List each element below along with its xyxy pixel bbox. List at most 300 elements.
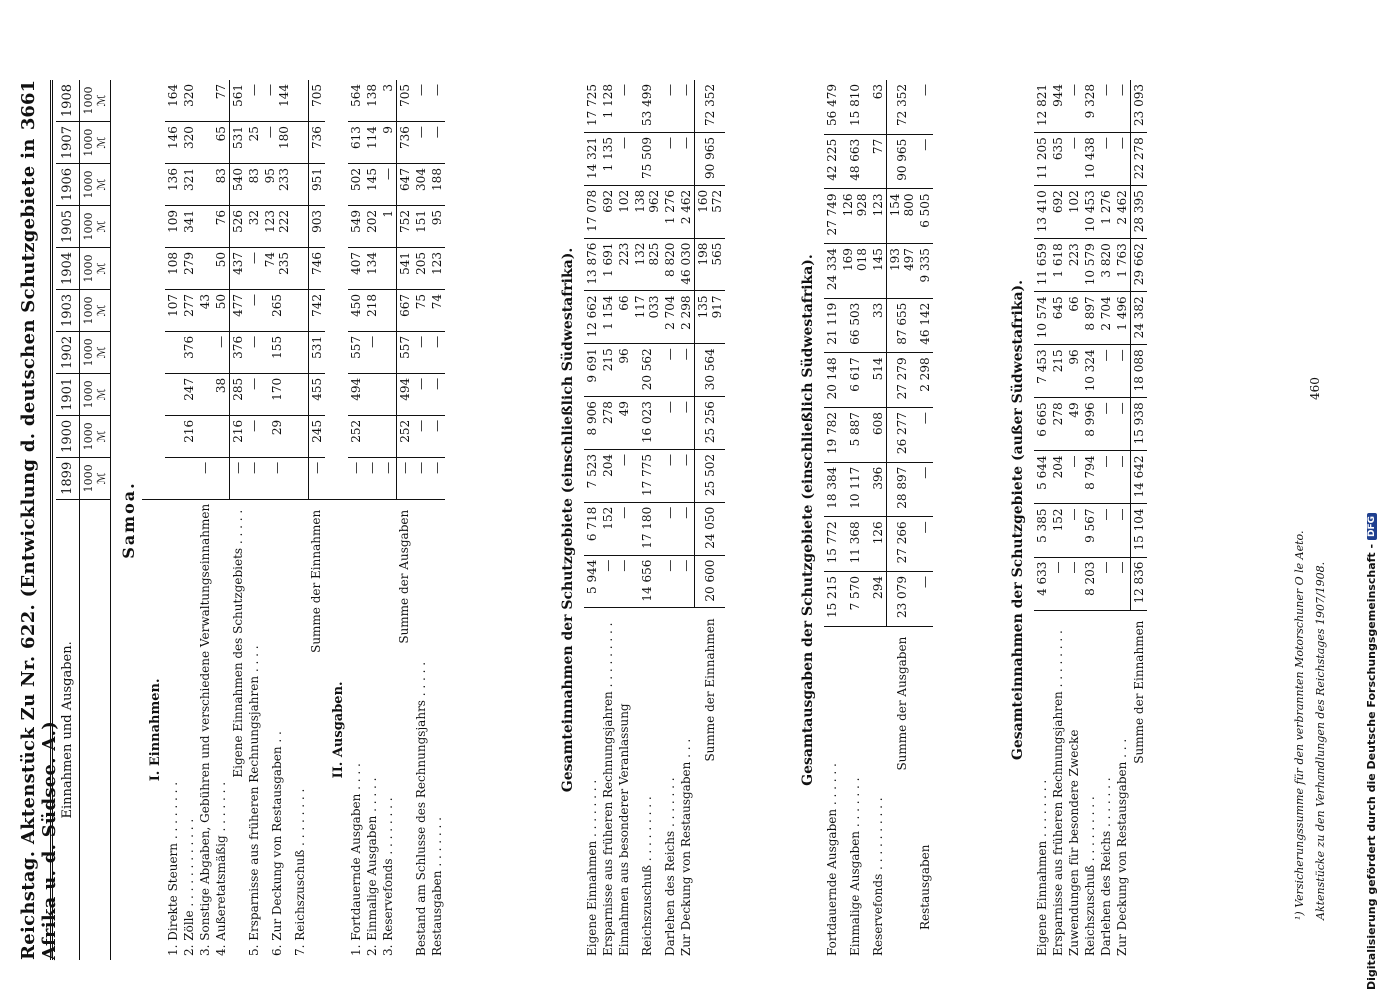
table-cell: 320: [181, 80, 197, 122]
table-cell: 10 579: [1082, 239, 1098, 292]
row-label: Darlehen des Reichs . . . . . . .: [663, 777, 677, 956]
table-cell: 22 278: [1131, 133, 1148, 186]
section-head-row: [142, 80, 165, 960]
table-cell: 74: [429, 289, 445, 331]
table-cell: 20 600: [695, 555, 726, 608]
digitization-credit: [1365, 513, 1378, 990]
table-row: [262, 80, 292, 960]
table-cell: 28 395: [1131, 186, 1148, 239]
table-cell: [181, 457, 197, 499]
table-cell: 20 148: [824, 353, 840, 408]
table-row: [308, 80, 325, 960]
table-cell: —: [678, 132, 695, 185]
row-label: Zur Deckung von Restausgaben . . .: [679, 738, 694, 956]
row-label: Bestand am Schlusse des Rechnungsjahrs . . . . .: [413, 661, 428, 956]
table-cell: 107: [165, 289, 181, 331]
table-cell: 30 564: [695, 344, 726, 397]
table-cell: 2 704: [662, 291, 678, 344]
table-cell: — 144: [262, 80, 292, 122]
table-cell: 123: [429, 247, 445, 289]
row-label: Eigene Einnahmen . . . . . . . .: [1035, 779, 1049, 956]
table-cell: —: [1066, 133, 1082, 186]
table-cell: 252: [396, 415, 413, 457]
table-cell: 1 496: [1114, 292, 1131, 345]
table-cell: —: [616, 80, 632, 132]
samoa-table: [56, 80, 445, 960]
footnotes: [1290, 531, 1332, 920]
table-cell: 216: [181, 415, 197, 457]
row-label: 1. Fortdauernde Ausgaben . . . .: [348, 763, 363, 956]
table-cell: 123 222: [262, 206, 292, 248]
table-row: [197, 80, 213, 960]
table-cell: —: [246, 457, 262, 499]
table-row: [364, 80, 380, 960]
table-cell: 11 368: [840, 517, 870, 572]
table-cell: 294: [870, 572, 887, 627]
gesamteinnahmen-ohne-title: Gesamteinnahmen der Schutzgebiete (außer Südwestafrika).: [1010, 279, 1026, 761]
table-row: [230, 80, 247, 960]
table-cell: 204: [1050, 451, 1066, 504]
table-cell: 278: [1050, 398, 1066, 451]
table-cell: 138 962: [632, 185, 662, 238]
table-cell: 74 235: [262, 247, 292, 289]
label-column-head: Einnahmen und Ausgaben.: [56, 499, 80, 960]
dfg-logo-icon: DFG: [1367, 513, 1377, 540]
footnote-source: Aktenstücke zu den Verhandlungen des Reichstages 1907/1908.: [1313, 561, 1327, 920]
row-label: Zuwendungen für besondere Zwecke: [1067, 729, 1081, 956]
table-cell: [292, 247, 308, 289]
table-cell: [197, 415, 213, 457]
table-cell: —: [246, 289, 262, 331]
table-cell: 407: [348, 247, 364, 289]
table-cell: 15 104: [1131, 504, 1148, 557]
table-cell: 635: [1050, 133, 1066, 186]
unit-cell: 1000 ℳ: [80, 122, 111, 164]
table-cell: —: [616, 555, 632, 608]
table-cell: —: [429, 122, 445, 164]
table-cell: 564: [348, 80, 364, 122]
table-row: [840, 80, 870, 960]
table-cell: 8 820: [662, 238, 678, 291]
table-cell: 9 691: [584, 344, 600, 397]
unit-cell: 1000 ℳ: [80, 80, 111, 122]
table-cell: 27 266: [887, 517, 918, 572]
table-row: [396, 80, 413, 960]
table-cell: 613: [348, 122, 364, 164]
page-number: 460: [1308, 377, 1322, 400]
table-cell: 15 938: [1131, 398, 1148, 451]
header-rule: [50, 80, 53, 960]
table-cell: 277: [181, 289, 197, 331]
table-cell: 17 725: [584, 80, 600, 132]
gesamtausgaben-title: Gesamtausgaben der Schutzgebiete (einschließlich Südwestafrika).: [800, 254, 816, 786]
table-cell: 10 453: [1082, 186, 1098, 239]
samoa-body: [111, 80, 445, 960]
table-cell: —: [662, 449, 678, 502]
table-cell: —: [246, 373, 262, 415]
table-cell: 8 897: [1082, 292, 1098, 345]
table-cell: 154 800: [887, 189, 918, 244]
table-cell: 692: [1050, 186, 1066, 239]
row-label: 2. Zölle . . . . . . . . . . . .: [182, 818, 196, 956]
table-cell: —: [429, 80, 445, 122]
table-row: [1050, 80, 1066, 960]
table-cell: —: [246, 80, 262, 122]
table-cell: 8 996: [1082, 398, 1098, 451]
table-cell: —: [600, 555, 616, 608]
table-cell: 10 324: [1082, 345, 1098, 398]
table-cell: 114: [364, 122, 380, 164]
table-cell: —: [364, 457, 380, 499]
table-cell: 6 665: [1034, 398, 1050, 451]
table-cell: —: [1066, 557, 1082, 610]
table-cell: 645: [1050, 292, 1066, 345]
row-label: 1. Direkte Steuern . . . . . . . .: [166, 781, 180, 956]
table-cell: 49: [1066, 398, 1082, 451]
table-cell: 42 225: [824, 134, 840, 189]
table-cell: —: [429, 415, 445, 457]
table-cell: 14 642: [1131, 451, 1148, 504]
table-row: [246, 80, 262, 960]
table-cell: 102: [1066, 186, 1082, 239]
table-cell: [380, 331, 397, 373]
table-cell: 12 662: [584, 291, 600, 344]
table-cell: —: [678, 344, 695, 397]
table-cell: 944: [1050, 80, 1066, 133]
table-cell: —: [1114, 398, 1131, 451]
table-cell: 145: [364, 164, 380, 206]
table-cell: 1 691: [600, 238, 616, 291]
row-label: Summe der Ausgaben: [397, 509, 412, 644]
table-cell: —: [678, 449, 695, 502]
table-cell: 5 385: [1034, 504, 1050, 557]
table-cell: —: [1114, 557, 1131, 610]
table-cell: 10 117: [840, 462, 870, 517]
table-cell: 205: [413, 247, 429, 289]
table-cell: 514: [870, 353, 887, 408]
table-row: [887, 80, 918, 960]
table-cell: 146: [165, 122, 181, 164]
table-row: [181, 80, 197, 960]
table-cell: [165, 331, 181, 373]
row-label: 6. Zur Deckung von Restausgaben . .: [270, 731, 284, 956]
table-cell: —: [1114, 504, 1131, 557]
section-head-spacer: [325, 80, 348, 499]
table-row: [662, 80, 678, 960]
table-cell: 667: [396, 289, 413, 331]
table-cell: 6 718: [584, 502, 600, 555]
table-cell: 48 663: [840, 134, 870, 189]
unit-row: [80, 80, 111, 960]
table-cell: 18 088: [1131, 345, 1148, 398]
table-cell: 705: [308, 80, 325, 122]
table-cell: 437: [230, 247, 247, 289]
table-cell: —: [917, 408, 933, 463]
table-cell: 136: [165, 164, 181, 206]
footnote-1: ¹) Versicherungssumme für den verbrannten Motorschuner O le Aeto.: [1293, 530, 1306, 920]
table-cell: 223: [616, 238, 632, 291]
table-cell: 541: [396, 247, 413, 289]
table-cell: —: [1114, 133, 1131, 186]
page-header: [18, 80, 60, 960]
year-head: 1907: [56, 122, 80, 164]
table-cell: 66: [1066, 292, 1082, 345]
year-head: 1899: [56, 457, 80, 499]
table-cell: 20 562: [632, 344, 662, 397]
einnahmen-section-head: I. Einnahmen.: [148, 678, 163, 782]
table-cell: —: [1066, 504, 1082, 557]
table-cell: —: [1114, 80, 1131, 133]
table-cell: 752: [396, 206, 413, 248]
table-cell: 29: [262, 415, 292, 457]
table-row: [584, 80, 600, 960]
table-cell: 9 567: [1082, 504, 1098, 557]
table-cell: 7 523: [584, 449, 600, 502]
table-cell: 557: [396, 331, 413, 373]
table-cell: 9 335: [917, 244, 933, 299]
year-head: 1904: [56, 247, 80, 289]
table-row: [1131, 80, 1148, 960]
table-cell: 63: [870, 80, 887, 134]
table-cell: 531: [308, 331, 325, 373]
table-cell: —: [1098, 345, 1114, 398]
table-cell: 164: [165, 80, 181, 122]
table-cell: [364, 415, 380, 457]
unit-label-spacer: [80, 499, 111, 960]
table-cell: 540: [230, 164, 247, 206]
table-cell: 134: [364, 247, 380, 289]
table-cell: —: [662, 344, 678, 397]
table-row: [165, 80, 181, 960]
table-cell: —: [1114, 345, 1131, 398]
table-cell: —: [917, 134, 933, 189]
unit-cell: 1000 ℳ: [80, 206, 111, 248]
table-cell: 218: [364, 289, 380, 331]
year-head: 1906: [56, 164, 80, 206]
table-cell: 76: [213, 206, 230, 248]
table-cell: [364, 373, 380, 415]
table-cell: 736: [308, 122, 325, 164]
year-head: 1901: [56, 373, 80, 415]
table-cell: 145: [870, 244, 887, 299]
row-label: 2. Einmalige Ausgaben . . . . .: [364, 777, 379, 956]
table-cell: 24 334: [824, 244, 840, 299]
table-row: [1082, 80, 1098, 960]
table-cell: 17 775: [632, 449, 662, 502]
row-label: Einmalige Ausgaben . . . . . . .: [848, 777, 862, 956]
table-row: [917, 80, 933, 960]
table-cell: 14 321: [584, 132, 600, 185]
table-cell: 135 917: [695, 291, 726, 344]
digitization-text: Digitalisierung gefördert durch die Deutsche Forschungsgemeinschaft -: [1365, 543, 1378, 990]
table-cell: 193 497: [887, 244, 918, 299]
table-cell: —: [1098, 557, 1114, 610]
table-row: [1066, 80, 1082, 960]
table-cell: [380, 289, 397, 331]
table-cell: [165, 457, 181, 499]
table-row: [213, 80, 230, 960]
table-cell: [197, 373, 213, 415]
table-cell: [292, 164, 308, 206]
table-cell: 169 018: [840, 244, 870, 299]
header-title: Reichstag. Aktenstück Zu Nr. 622. (Entwicklung d. deutschen Schutzgebiete in Afrika u. d. Südsee. A.): [18, 138, 60, 960]
table-cell: —: [413, 457, 429, 499]
table-cell: —: [197, 457, 213, 499]
row-label: Summe der Ausgaben: [894, 636, 909, 771]
table-cell: —: [348, 457, 364, 499]
table-cell: 215: [1050, 345, 1066, 398]
table-cell: —: [396, 457, 413, 499]
table-cell: 95 233: [262, 164, 292, 206]
table-cell: 126 928: [840, 189, 870, 244]
row-label: 5. Ersparnisse aus früheren Rechnungsjahren . . . .: [247, 645, 261, 956]
table-cell: 477: [230, 289, 247, 331]
table-cell: 49: [616, 397, 632, 450]
table-cell: [380, 247, 397, 289]
table-cell: 17 180: [632, 502, 662, 555]
region-row: [111, 80, 143, 960]
row-label: Reservefonds . . . . . . . . . .: [871, 797, 886, 956]
table-cell: 26 277: [887, 408, 918, 463]
table-cell: [292, 331, 308, 373]
table-cell: 202: [364, 206, 380, 248]
table-cell: —: [380, 164, 397, 206]
table-cell: 87 655: [887, 298, 918, 353]
table-cell: 13 410: [1034, 186, 1050, 239]
table-cell: [380, 415, 397, 457]
gesamteinnahmen-ohne-table: [1034, 80, 1147, 960]
unit-cell: 1000 ℳ: [80, 164, 111, 206]
table-cell: —: [262, 457, 292, 499]
table-cell: — 180: [262, 122, 292, 164]
table-cell: 77: [870, 134, 887, 189]
table-cell: 247: [181, 373, 197, 415]
row-label: Summe der Einnahmen: [309, 509, 324, 653]
table-row: [824, 80, 840, 960]
table-cell: —: [246, 331, 262, 373]
table-cell: —: [1050, 557, 1066, 610]
table-cell: 278: [600, 397, 616, 450]
table-cell: 27 279: [887, 353, 918, 408]
table-cell: 396: [870, 462, 887, 517]
table-cell: 265: [262, 289, 292, 331]
table-cell: 65: [213, 122, 230, 164]
table-cell: 24 382: [1131, 292, 1148, 345]
table-cell: 17 078: [584, 185, 600, 238]
table-cell: 549: [348, 206, 364, 248]
table-cell: —: [662, 132, 678, 185]
table-cell: [292, 289, 308, 331]
table-row: [380, 80, 397, 960]
table-cell: —: [1098, 398, 1114, 451]
table-cell: 9 328: [1082, 80, 1098, 133]
table-cell: [165, 415, 181, 457]
row-label: Reichszuschuß . . . . . . . . .: [640, 796, 654, 956]
table-cell: 46 030: [678, 238, 695, 291]
table-cell: [292, 206, 308, 248]
table-cell: 96: [616, 344, 632, 397]
table-cell: 376: [230, 331, 247, 373]
table-cell: 53 499: [632, 80, 662, 132]
table-cell: 285: [230, 373, 247, 415]
section-head-row: [325, 80, 348, 960]
table-cell: 126: [870, 517, 887, 572]
table-cell: [165, 373, 181, 415]
table-cell: 1 763: [1114, 239, 1131, 292]
table-cell: —: [1098, 504, 1114, 557]
table-cell: 23 079: [887, 572, 918, 627]
table-cell: 16 023: [632, 397, 662, 450]
table-cell: 204: [600, 449, 616, 502]
table-cell: [292, 457, 308, 499]
table-cell: 27 749: [824, 189, 840, 244]
table-cell: 1 276: [662, 185, 678, 238]
table-cell: [292, 373, 308, 415]
table-cell: 5 944: [584, 555, 600, 608]
region-title: Samoa.: [119, 481, 138, 559]
gesamtausgaben-table: [824, 80, 933, 960]
table-cell: 252: [348, 415, 364, 457]
table-cell: 5 887: [840, 408, 870, 463]
table-cell: —: [662, 397, 678, 450]
table-cell: —: [230, 457, 247, 499]
table-cell: 72 352: [695, 80, 726, 132]
table-cell: 450: [348, 289, 364, 331]
table-cell: 6 617: [840, 353, 870, 408]
table-cell: 117 033: [632, 291, 662, 344]
table-cell: 32: [246, 206, 262, 248]
table-cell: —: [917, 462, 933, 517]
table-cell: [380, 373, 397, 415]
table-cell: [197, 247, 213, 289]
table-cell: —: [1114, 451, 1131, 504]
table-cell: —: [662, 80, 678, 132]
table-cell: 25: [246, 122, 262, 164]
table-cell: 692: [600, 185, 616, 238]
table-cell: —: [917, 517, 933, 572]
table-cell: —: [917, 80, 933, 134]
table-cell: [197, 206, 213, 248]
year-head: 1902: [56, 331, 80, 373]
row-label: 3. Sonstige Abgaben, Gebühren und verschiedene Verwaltungseinnahmen: [198, 503, 212, 956]
table-cell: 647: [396, 164, 413, 206]
table-cell: 1 276: [1098, 186, 1114, 239]
year-header-row: [56, 80, 80, 960]
row-label: Eigene Einnahmen . . . . . . . .: [585, 779, 599, 956]
table-row: [1098, 80, 1114, 960]
table-cell: 341: [181, 206, 197, 248]
row-label: Restausgaben: [918, 844, 932, 930]
table-cell: [292, 122, 308, 164]
row-label: Eigene Einnahmen des Schutzgebiets . . . . .: [230, 509, 245, 778]
table-cell: 9: [380, 122, 397, 164]
table-cell: 1 618: [1050, 239, 1066, 292]
table-cell: [213, 457, 230, 499]
table-cell: 4 633: [1034, 557, 1050, 610]
table-cell: 109: [165, 206, 181, 248]
year-head: 1903: [56, 289, 80, 331]
table-cell: —: [246, 247, 262, 289]
table-cell: 223: [1066, 239, 1082, 292]
table-cell: 1 154: [600, 291, 616, 344]
table-cell: 46 142: [917, 298, 933, 353]
table-cell: 170: [262, 373, 292, 415]
section-head-spacer: [142, 80, 165, 499]
table-cell: —: [1098, 451, 1114, 504]
table-cell: 245: [308, 415, 325, 457]
table-cell: 19 782: [824, 408, 840, 463]
table-cell: 90 965: [695, 132, 726, 185]
